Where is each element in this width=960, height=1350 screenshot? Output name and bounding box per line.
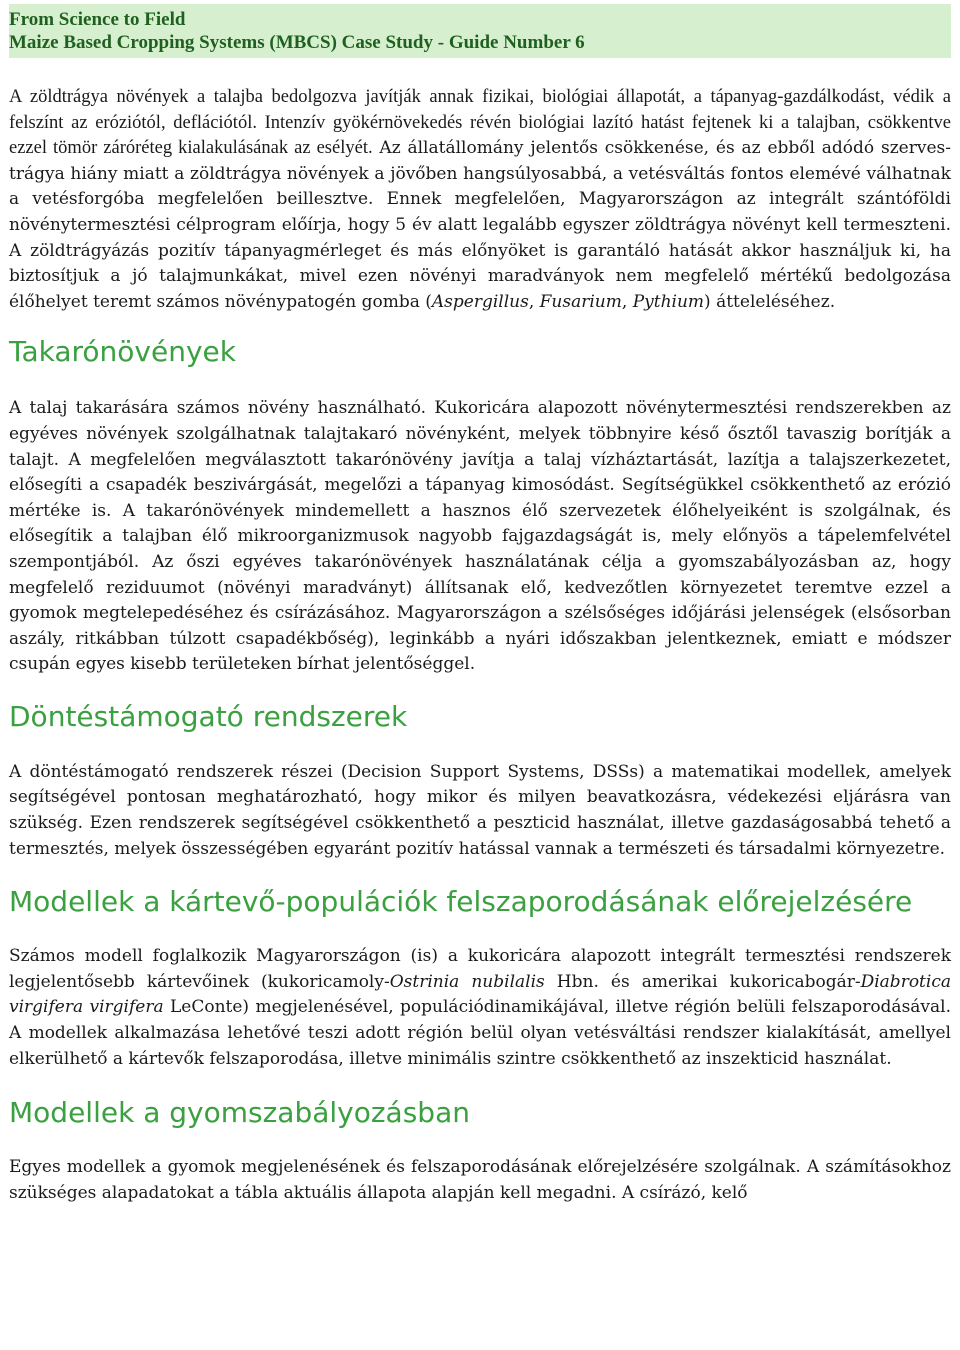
section-text-weed-models: Egyes modellek a gyomok megjelenésének és felszaporodásának előrejelzésére szolgálnak. A számításokhoz szükséges alapadatokat a tábla aktuális állapota alapján kell megadni. A csírázó, kelő (9, 1157, 951, 1203)
intro-paragraph (9, 85, 951, 315)
section-heading-weed-models: Modellek a gyomszabályozásban (9, 1096, 470, 1130)
document-page (9, 0, 951, 1206)
pest-text-3: LeConte) megjelenésével, populációdinamikájával, illetve régión belüli felszaporodásával. A modellek alkalmazása lehetővé teszi adott régión belül olyan vetésváltási rendszer kialakítását, amellyel elkerülhető a kártevők felszaporodása, illetve minimális szintre csökkenthető az inszekticid használat. (9, 997, 952, 1069)
intro-end: ) átteleléséhez. (704, 291, 836, 312)
intro-sep-1: , (528, 291, 540, 312)
pest-text-1: Számos modell foglalkozik Magyarországon (is) a kukoricára alapozott integrált termesztési rendszerek legjelentősebb kártevőinek (kukoricamoly- (9, 946, 951, 992)
pest-italic-1: Ostrinia nubilalis (389, 971, 545, 992)
section-text-cover-crops: A talaj takarására számos növény használható. Kukoricára alapozott növénytermesztési rendszerekben az egyéves növények szolgálhatnak talajtakaró növényként, melyek többnyire késő ősztől tavaszig borítják a talajt. A megfelelően megválasztott takarónövény javítja a talaj vízháztartását, lazítja a talajszerkezetet, elősegíti a csapadék beszivárgását, megelőzi a tápanyag kimosódást. Segítségükkel csökkenthető az erózió mértéke is. A takarónövények mindemellett a hasznos élő szervezetek élőhelyeiként is szolgálnak, és elősegítik a talajban élő mikroorganizmusok nagyobb fajgazdagságát is, mely előnyös a tápelemfelvétel szempontjából. Az őszi egyéves takarónövények használatának célja a gyomszabályozásban az, hogy megfelelő reziduumot (növényi maradványt) állítsanak elő, kedvezőtlen környezetet teremtve ezzel a gyomok megtelepedéséhez és csírázásához. Magyarországon a szélsőséges időjárási jelenségek (elsősorban aszály, ritkábban túlzott csapadékbőség), leginkább a nyári időszakban jelentkeznek, emiatt e módszer csupán egyes kisebb területeken bírhat jelentőséggel. (9, 398, 951, 675)
intro-italic-2: Fusarium (539, 291, 622, 312)
section-heading-pest-models: Modellek a kártevő-populációk felszaporodásának előrejelzésére (9, 885, 913, 919)
intro-sentence-2: Az állatállomány jelentős csökkenése, és az ebből adódó szerves-trágya hiány miatt a zöldtrágya növények a jövőben hangsúlyosabbá, a vetésváltás fontos elemévé válhatnak a vetésforgóba megfelelően beillesztve. Ennek megfelelően, Magyarországon az integrált szántóföldi növénytermesztési célprogram előírja, hogy 5 év alatt legalább egyszer zöldtrágya növényt kell termeszteni. A zöldtrágyázás pozitív tápanyagmérleget és más előnyöket is garantáló hatását akkor használjuk ki, ha biztosítjuk a jó talajmunkákat, mivel ezen növényi maradványok nem megfelelő mértékű bedolgozása élőhelyet teremt számos növénypatogén gomba ( (9, 138, 951, 312)
header-line-1: From Science to Field (9, 9, 186, 30)
intro-italic-3: Pythium (632, 291, 705, 312)
header-banner (9, 4, 951, 58)
section-text-dss: A döntéstámogató rendszerek részei (Decision Support Systems, DSSs) a matematikai modellek, amelyek segítségével pontosan meghatározható, hogy mikor és milyen beavatkozásra, védekezési eljárásra van szükség. Ezen rendszerek segítségével csökkenthető a peszticid használat, illetve gazdaságosabbá tehető a termesztés, melyek összességében egyaránt pozitív hatással vannak a természeti és társadalmi környezetre. (9, 761, 951, 859)
intro-sep-2: , (621, 291, 633, 312)
pest-text-2: Hbn. és amerikai kukoricabogár- (544, 971, 861, 992)
section-heading-dss: Döntéstámogató rendszerek (9, 699, 408, 733)
header-line-2: Maize Based Cropping Systems (MBCS) Case Study - Guide Number 6 (9, 32, 585, 53)
section-heading-cover-crops: Takarónövények (9, 335, 236, 369)
intro-italic-1: Aspergillus (431, 291, 529, 312)
intro-sentence-1: A zöldtrágya növények a talajba bedolgozva javítják annak fizikai, biológiai állapotát, a tápanyag-gazdálkodást, védik a felszínt az eróziótól, deflációtól. Intenzív gyökérnövekedés révén biológiai lazító hatást fejtenek ki a talajban, csökkentve ezzel tömör záróréteg kialakulásának az esélyét. (9, 87, 951, 159)
pest-italic-2: Diabrotica virgifera virgifera (9, 971, 951, 1018)
section-text-pest-models (9, 944, 951, 1072)
